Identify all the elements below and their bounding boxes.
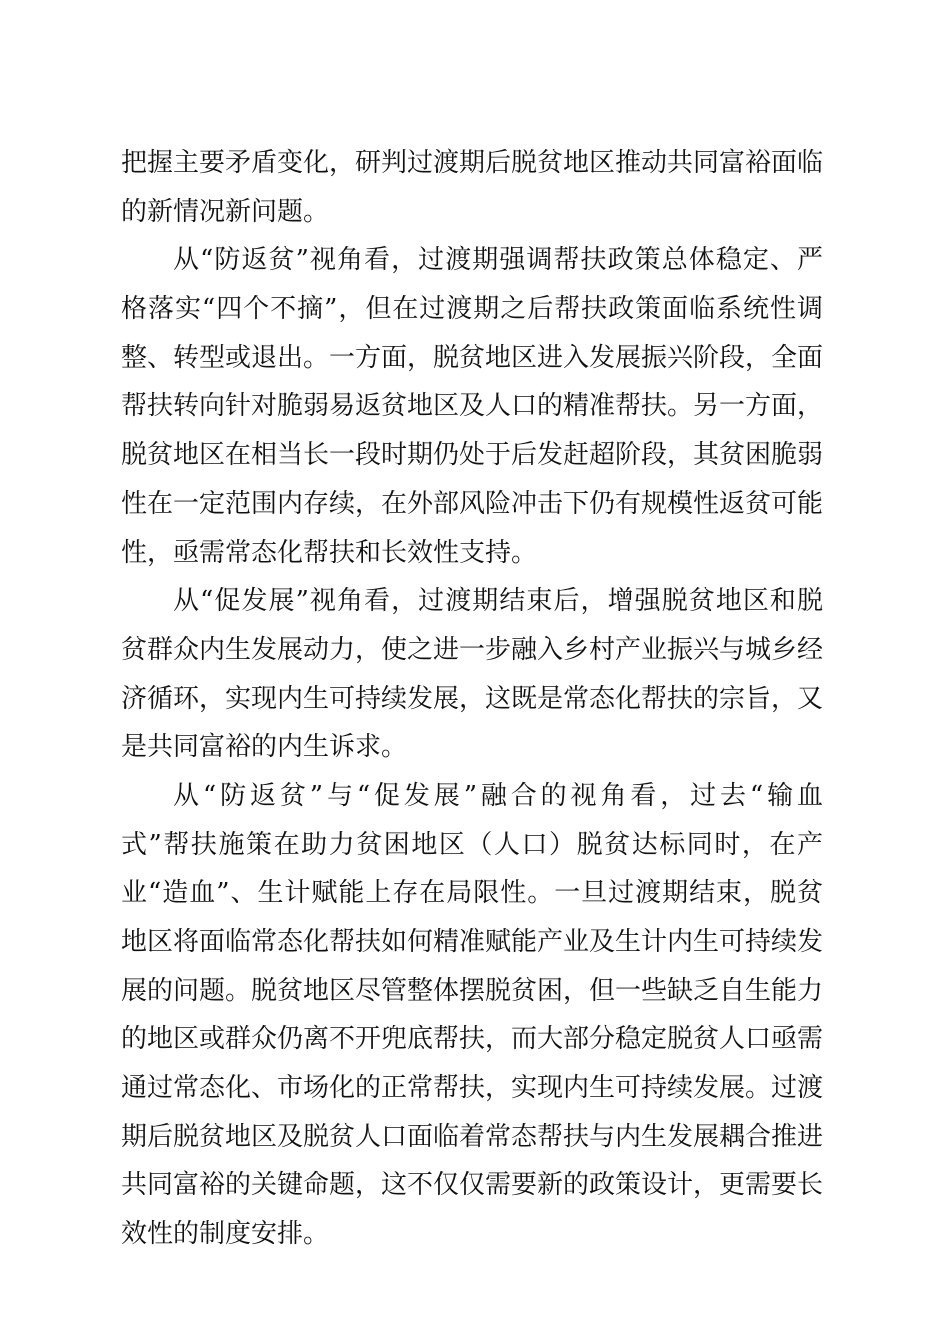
text-line: 从“促发展”视角看，过渡期结束后，增强脱贫地区和脱	[173, 586, 823, 617]
text-line: 的地区或群众仍离不开兜底帮扶，而大部分稳定脱贫人口亟需	[121, 1024, 824, 1055]
text-line: 的新情况新问题。	[121, 196, 330, 227]
text-line: 通过常态化、市场化的正常帮扶，实现内生可持续发展。过渡	[121, 1073, 824, 1104]
text-line: 整、转型或退出。一方面，脱贫地区进入发展振兴阶段，全面	[121, 342, 824, 373]
text-line: 期后脱贫地区及脱贫人口面临着常态帮扶与内生发展耦合推进	[121, 1121, 824, 1152]
text-line: 脱贫地区在相当长一段时期仍处于后发赶超阶段，其贫困脆弱	[121, 440, 824, 471]
text-line: 效性的制度安排。	[121, 1219, 330, 1250]
text-line: 业“造血”、生计赋能上存在局限性。一旦过渡期结束，脱贫	[121, 878, 823, 909]
text-line: 展的问题。脱贫地区尽管整体摆脱贫困，但一些缺乏自生能力	[121, 975, 824, 1006]
text-line: 济循环，实现内生可持续发展，这既是常态化帮扶的宗旨，又	[121, 683, 824, 714]
text-line: 性在一定范围内存续，在外部风险冲击下仍有规模性返贫可能	[121, 488, 824, 519]
text-line: 把握主要矛盾变化，研判过渡期后脱贫地区推动共同富裕面临	[121, 148, 824, 178]
text-line: 地区将面临常态化帮扶如何精准赋能产业及生计内生可持续发	[121, 927, 824, 957]
text-line: 格落实“四个不摘”，但在过渡期之后帮扶政策面临系统性调	[121, 294, 823, 325]
document-body	[121, 139, 823, 1259]
text-line: 共同富裕的关键命题，这不仅仅需要新的政策设计，更需要长	[121, 1170, 824, 1201]
text-line: 贫群众内生发展动力，使之进一步融入乡村产业振兴与城乡经	[121, 634, 824, 665]
text-line: 是共同富裕的内生诉求。	[121, 732, 408, 763]
text-line: 从“防返贫”视角看，过渡期强调帮扶政策总体稳定、严	[173, 245, 823, 276]
text-line: 帮扶转向针对脆弱易返贫地区及人口的精准帮扶。另一方面，	[121, 391, 824, 422]
text-line: 式”帮扶施策在助力贫困地区（人口）脱贫达标同时，在产	[121, 829, 823, 860]
text-line: 性，亟需常态化帮扶和长效性支持。	[121, 537, 538, 568]
text-line: 从“防返贫”与“促发展”融合的视角看，过去“输血	[173, 780, 823, 811]
